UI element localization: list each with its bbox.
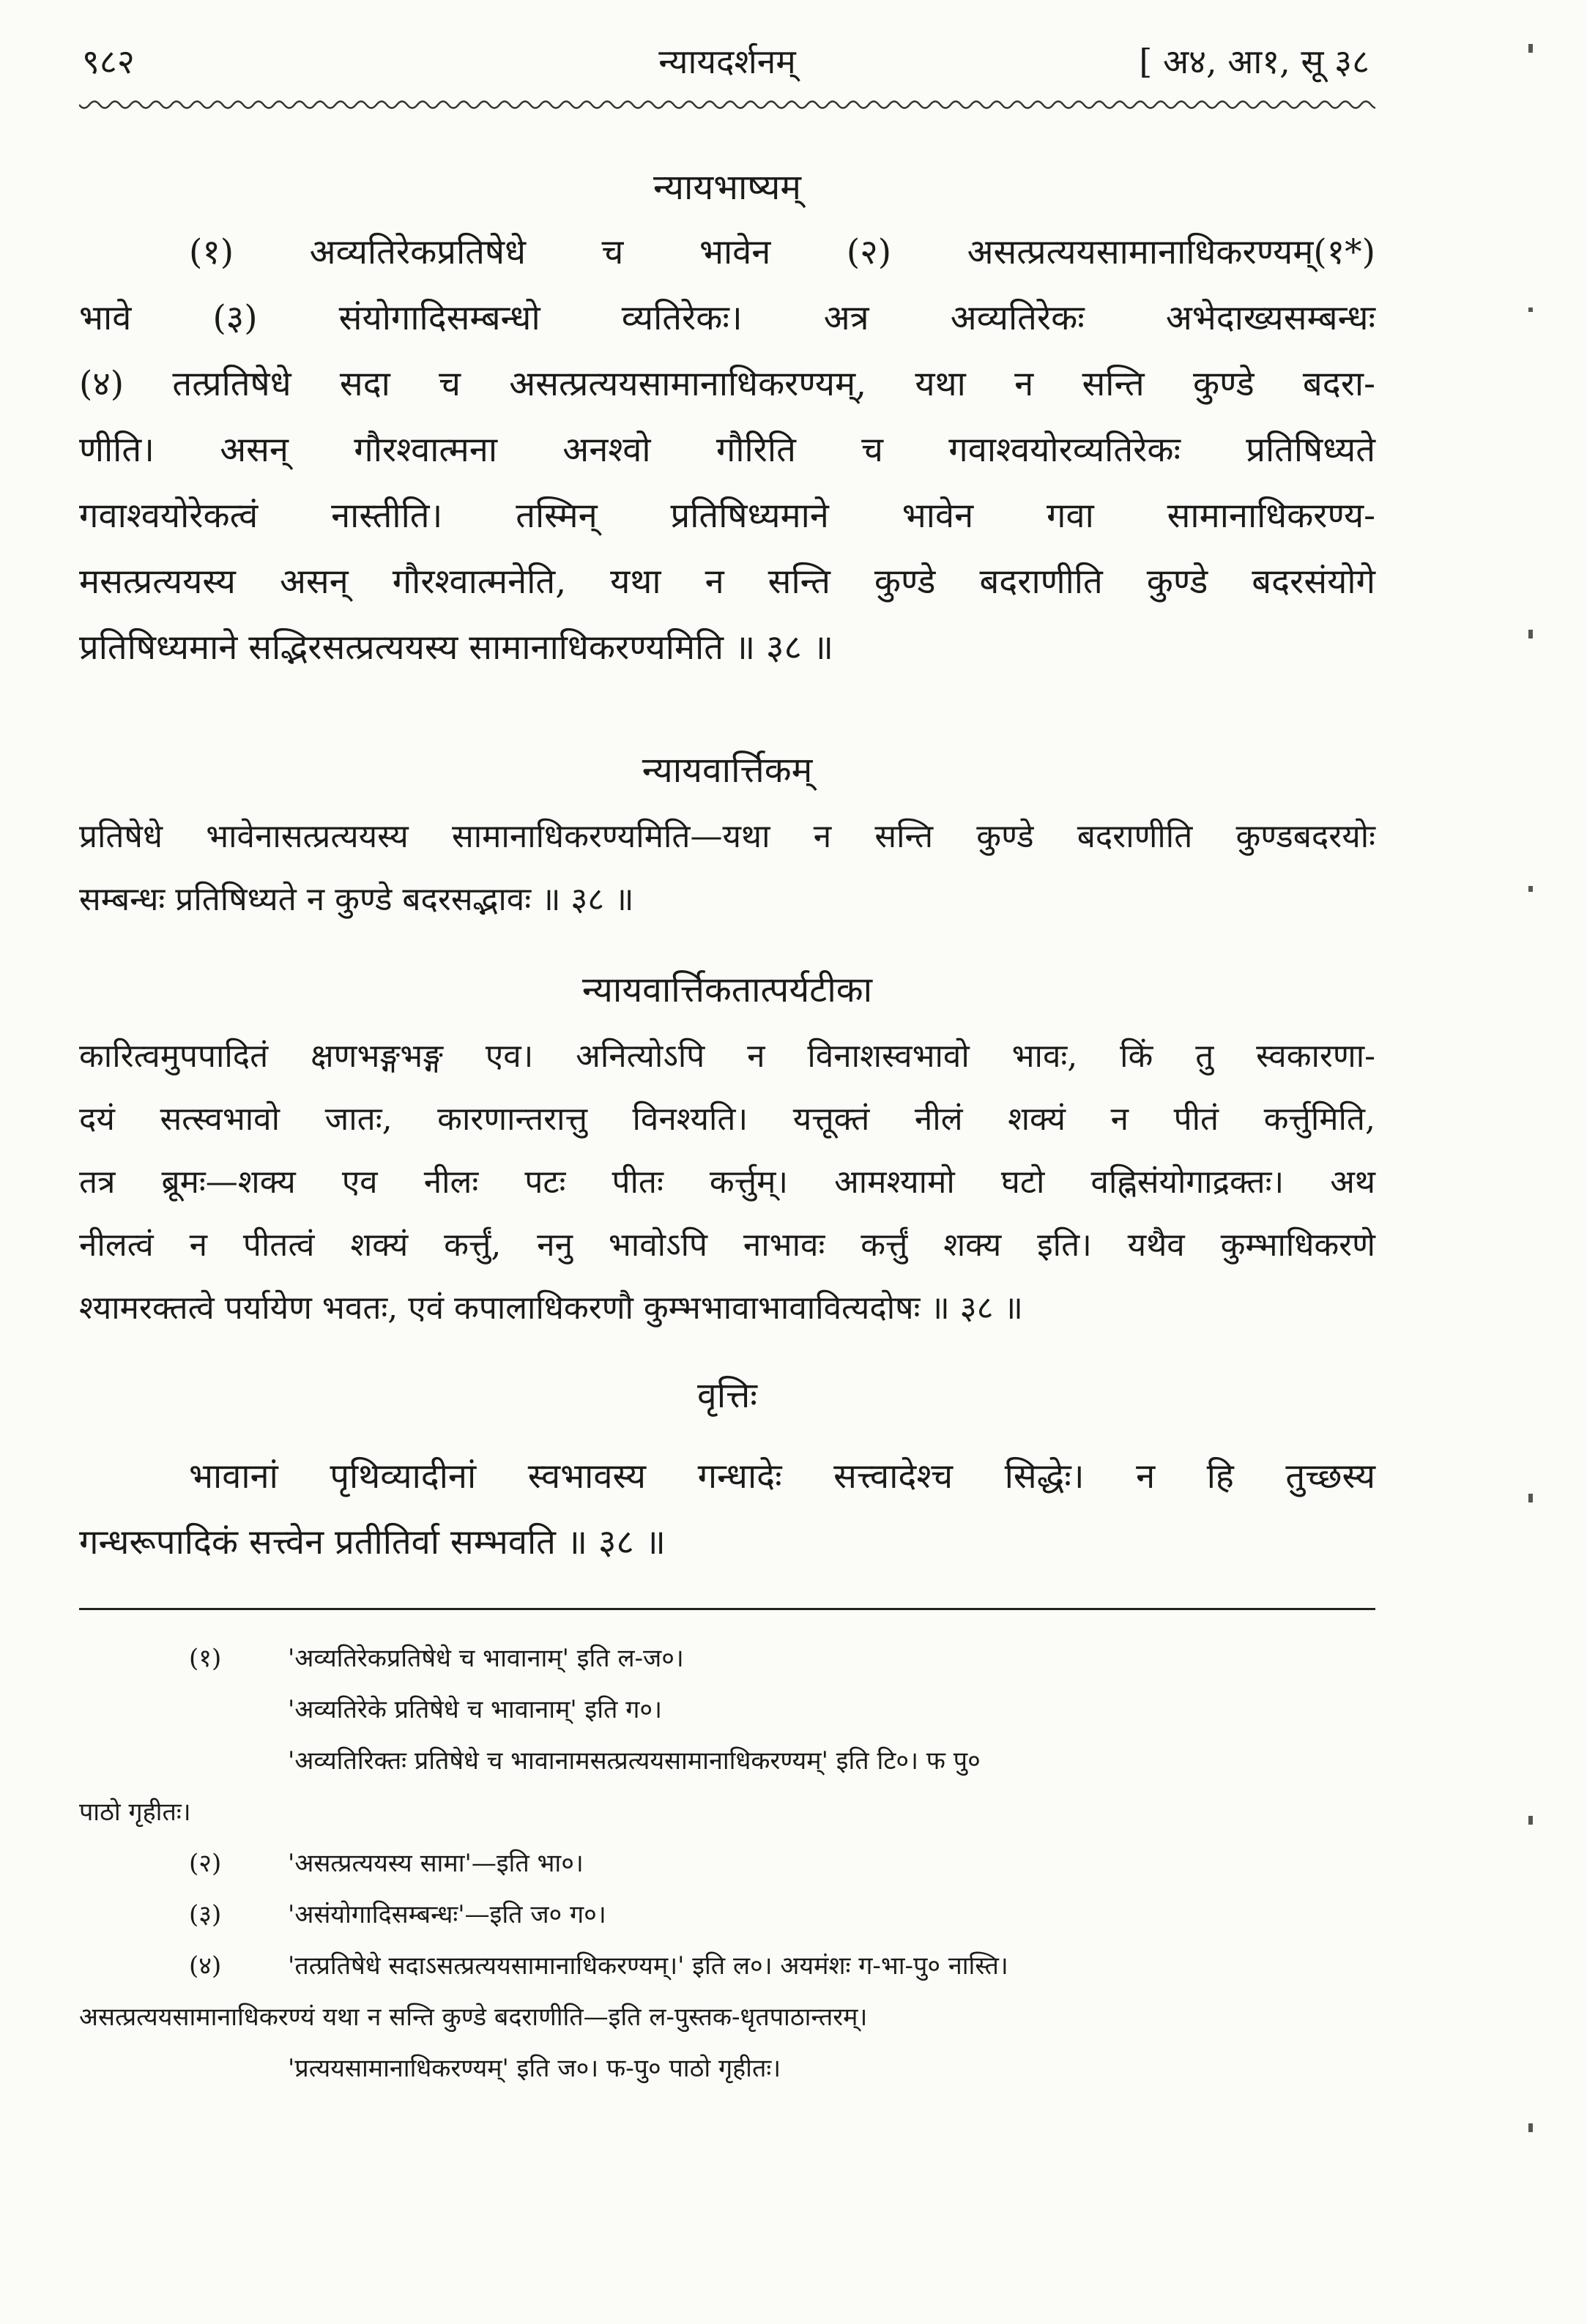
vritti-line: गन्धरूपादिकं सत्त्वेन प्रतीतिर्वा सम्भवति ॥ ३८ ॥ [79, 1522, 666, 1563]
bhashya-text [79, 220, 1375, 681]
footnote-row [79, 1940, 1375, 1992]
chapter-reference: [ अ४, आ१, सू ३८ [1139, 42, 1369, 81]
footnote-row [79, 2043, 1375, 2094]
bhashya-line: (४) तत्प्रतिषेधे सदा च असत्प्रत्ययसामानाधिकरण्यम्, यथा न सन्ति कुण्डे बदरा- [79, 364, 1375, 404]
footnotes [79, 1633, 1375, 2094]
tika-line: नीलत्वं न पीतत्वं शक्यं कर्त्तुं, ननु भावोऽपि नाभावः कर्त्तुं शक्य इति। यथैव कुम्भाधिकरणे [79, 1226, 1375, 1264]
tika-line: कारित्वमुपपादितं क्षणभङ्गभङ्ग एव। अनित्योऽपि न विनाशस्वभावो भावः, किं तु स्वकारणा- [79, 1038, 1375, 1075]
scan-speck [1528, 2123, 1533, 2132]
tika-line: श्यामरक्तत्वे पर्यायेण भवतः, एवं कपालाधिकरणौ कुम्भभावाभावावित्यदोषः ॥ ३८ ॥ [79, 1289, 1023, 1327]
tika-line: दयं सत्स्वभावो जातः, कारणान्तरात्तु विनश्यति। यत्तूक्तं नीलं शक्यं न पीतं कर्त्तुमिति, [79, 1100, 1375, 1138]
vritti-line: भावानां पृथिव्यादीनां स्वभावस्य गन्धादेः सत्त्वादेश्च सिद्धेः। न हि तुच्छस्य [189, 1456, 1375, 1497]
footnote-row [79, 1889, 1375, 1940]
bhashya-line: भावे (३) संयोगादिसम्बन्धो व्यतिरेकः। अत्र अव्यतिरेकः अभेदाख्यसम्बन्धः [79, 298, 1375, 338]
vartika-text [79, 805, 1375, 931]
bhashya-line: प्रतिषिध्यमाने सद्भिरसत्प्रत्ययस्य सामानाधिकरण्यमिति ॥ ३८ ॥ [79, 627, 834, 668]
footnote-row [79, 1992, 1375, 2043]
page-header [79, 38, 1375, 89]
footnote-text: 'प्रत्ययसामानाधिकरण्यम्' इति ज०। फ-पु० पाठो गृहीतः। [288, 2054, 781, 2083]
footnote-row [79, 1735, 1375, 1787]
bhashya-line: (१) अव्यतिरेकप्रतिषेधे च भावेन (२) असत्प्रत्ययसामानाधिकरण्यम्(१*) [189, 232, 1375, 272]
scan-speck [1528, 886, 1533, 892]
scan-speck [1528, 308, 1533, 312]
bhashya-line: गवाश्वयोरेकत्वं नास्तीति। तस्मिन् प्रतिषिध्यमाने भावेन गवा सामानाधिकरण्य- [79, 496, 1375, 536]
bhashya-heading: न्यायभाष्यम् [653, 167, 802, 208]
running-title: न्यायदर्शनम् [658, 42, 796, 81]
scan-speck [1528, 44, 1533, 53]
footnote-row [79, 1787, 1375, 1838]
footnote-number: (१) [189, 1644, 222, 1673]
page-number: ९८२ [82, 42, 135, 81]
footnote-text: पाठो गृहीतः। [79, 1798, 191, 1827]
footnote-text: 'असत्प्रत्ययस्य सामा'—इति भा०। [288, 1849, 584, 1878]
vartika-line: प्रतिषेधे भावेनासत्प्रत्ययस्य सामानाधिकरण्यमिति—यथा न सन्ति कुण्डे बदराणीति कुण्डबदरयोः [79, 818, 1375, 855]
footnote-number: (४) [189, 1951, 222, 1981]
footnote-number: (२) [189, 1849, 222, 1878]
scan-speck [1528, 630, 1533, 638]
vritti-heading: वृत्तिः [697, 1375, 757, 1416]
footnote-text: 'अव्यतिरेकप्रतिषेधे च भावानाम्' इति ल-ज०। [288, 1644, 684, 1673]
scan-speck [1528, 1816, 1533, 1825]
footnote-text: असत्प्रत्ययसामानाधिकरण्यं यथा न सन्ति कुण्डे बदराणीति—इति ल-पुस्तक-धृतपाठान्तरम्। [79, 2003, 868, 2032]
footnote-text: 'असंयोगादिसम्बन्धः'—इति ज० ग०। [288, 1900, 606, 1929]
footnote-number: (३) [189, 1900, 222, 1929]
tika-heading: न्यायवार्त्तिकतात्पर्यटीका [581, 969, 873, 1010]
footnote-divider [79, 1608, 1375, 1610]
vritti-text [79, 1444, 1375, 1576]
tika-text [79, 1025, 1375, 1340]
scan-margin-specks [1499, 0, 1587, 2324]
footnote-row [79, 1838, 1375, 1889]
header-wavy-rule [79, 97, 1375, 113]
footnote-text: 'तत्प्रतिषेधे सदाऽसत्प्रत्ययसामानाधिकरण्यम्।' इति ल०। अयमंशः ग-भा-पु० नास्ति। [288, 1951, 1008, 1981]
tika-line: तत्र ब्रूमः—शक्य एव नीलः पटः पीतः कर्त्तुम्। आमश्यामो घटो वह्निसंयोगाद्रक्तः। अथ [79, 1163, 1375, 1201]
bhashya-line: णीति। असन् गौरश्वात्मना अनश्वो गौरिति च गवाश्वयोरव्यतिरेकः प्रतिषिध्यते [79, 430, 1375, 470]
footnote-row [79, 1633, 1375, 1684]
footnote-text: 'अव्यतिरेके प्रतिषेधे च भावानाम्' इति ग०। [288, 1695, 662, 1724]
footnote-text: 'अव्यतिरिक्तः प्रतिषेधे च भावानामसत्प्रत्ययसामानाधिकरण्यम्' इति टि०। फ पु० [288, 1746, 981, 1776]
footnote-row [79, 1684, 1375, 1735]
vartika-line: सम्बन्धः प्रतिषिध्यते न कुण्डे बदरसद्भावः ॥ ३८ ॥ [79, 881, 634, 918]
bhashya-line: मसत्प्रत्ययस्य असन् गौरश्वात्मनेति, यथा न सन्ति कुण्डे बदराणीति कुण्डे बदरसंयोगे [79, 562, 1375, 602]
vartika-heading: न्यायवार्त्तिकम् [642, 750, 813, 791]
scan-speck [1528, 1494, 1533, 1502]
